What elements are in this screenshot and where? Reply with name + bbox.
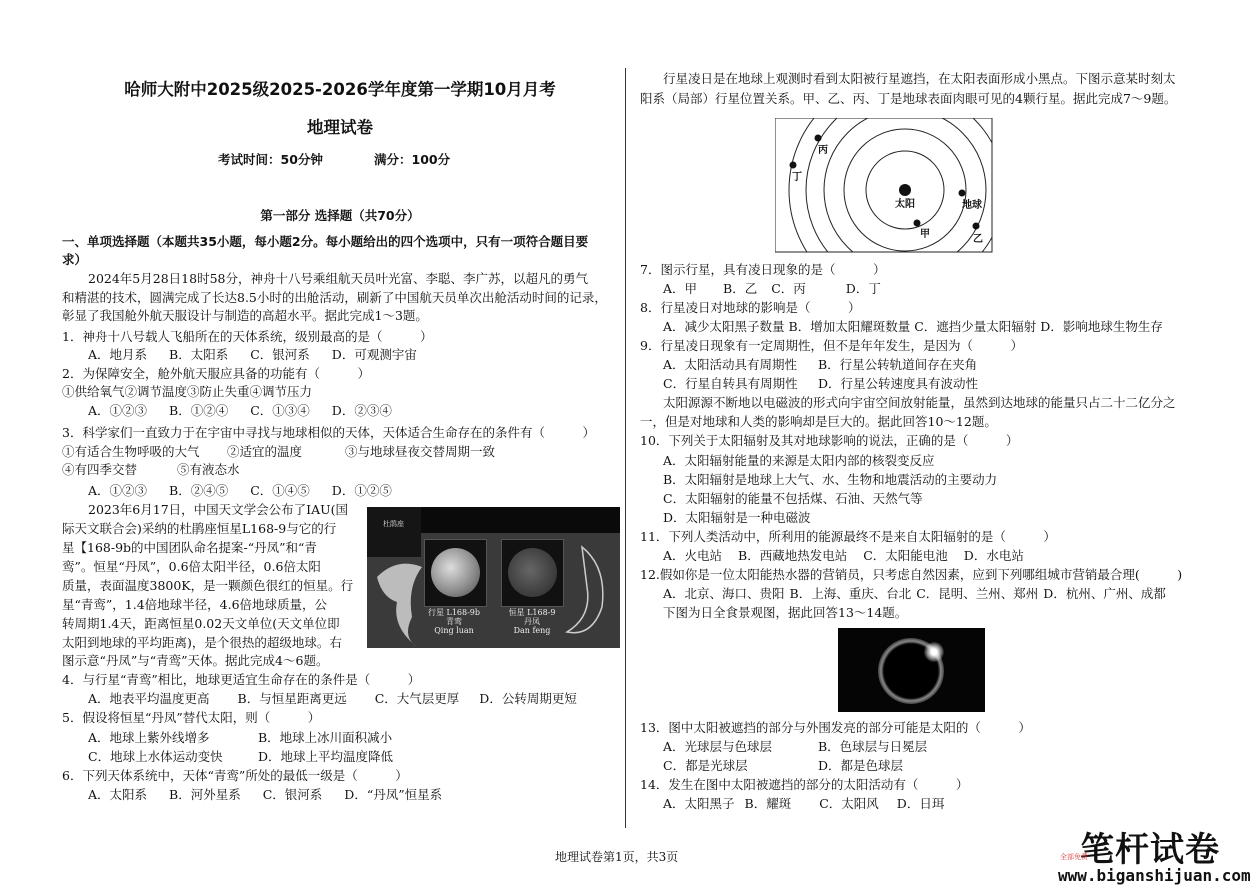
section-instructions: 一、单项选择题（本题共35小题，每小题2分。每小题给出的四个选项中，只有一项符合题目要 [62,234,589,249]
question-4-options [88,690,599,708]
jia-label: 甲 [920,229,930,240]
passage-line: 和精湛的技术，圆满完成了长达8.5小时的出舱活动，刷新了中国航天员单次出舱活动时间的记录， [62,290,607,305]
option[interactable]: C．①④⑤ [250,483,310,498]
question-9-options-row2 [663,375,978,393]
item: ②适宜的温度 [227,444,303,459]
option[interactable]: B．②④⑤ [169,483,229,498]
question-12-options [663,585,1188,603]
passage-line: 质量，表面温度3800K，是一颗颜色很红的恒星。行 [62,578,354,593]
question-2: 2．为保障安全，舱外航天服应具备的功能有（ ） [62,366,370,381]
option[interactable]: B．河外星系 [169,787,241,802]
option[interactable]: D．影响地球生物生存 [1040,319,1163,334]
option[interactable]: A．太阳活动具有周期性 [663,357,798,372]
sun-icon [899,184,911,196]
bing-label: 丙 [818,145,828,156]
option[interactable]: B．太阳系 [169,347,229,362]
option[interactable]: A．光球层与色球层 [663,739,773,754]
option[interactable]: D．丁 [845,281,881,296]
option[interactable]: D．太阳辐射是一种电磁波 [663,510,811,525]
column-divider [625,68,626,828]
passage-line: 行星凌日是在地球上观测时看到太阳被行星遮挡，在太阳表面形成小黑点。下图示意某时刻太 [663,71,1176,86]
option[interactable]: C．遮挡少量太阳辐射 [914,319,1037,334]
planet-ding-icon [790,162,797,169]
option[interactable]: B．与恒星距离更远 [237,691,347,706]
option[interactable]: B．行星公转轨道间存在夹角 [818,357,978,372]
option[interactable]: C．行星自转具有周期性 [663,376,798,391]
option[interactable]: D．“丹凤”恒星系 [344,787,443,802]
question-3-items [62,443,495,461]
option[interactable]: C．①③④ [250,403,310,418]
question-7-options [663,280,903,298]
question-2-options [88,402,414,420]
question-5-options-row1 [88,729,392,747]
passage-line: 图示意“丹凤”与“青鸾”天体。据此完成4～6题。 [62,653,329,668]
planet-bing-icon [815,135,822,142]
page-footer: 地理试卷第1页，共3页 [555,850,679,864]
option[interactable]: D．都是色球层 [818,758,904,773]
option[interactable]: C．昆明、兰州、郑州 [916,586,1039,601]
option[interactable]: B．地球上冰川面积减小 [258,730,393,745]
option[interactable]: C．银河系 [250,347,310,362]
option[interactable]: A．地球上紫外线增多 [88,730,210,745]
planet-jia-icon [914,220,921,227]
question-12: 12.假如你是一位太阳能热水器的营销员，只考虑自然因素，应到下列哪组城市营销最合理( ) [640,567,1183,582]
option[interactable]: C．都是光球层 [663,758,748,773]
question-11: 11．下列人类活动中，所利用的能源最终不是来自太阳辐射的是（ ） [640,529,1056,544]
option[interactable]: C．地球上水体运动变快 [88,749,223,764]
watermark-url[interactable]: www.biganshijuan.com [1058,866,1251,885]
item: ①有适合生物呼吸的大气 [62,444,200,459]
question-1: 1．神舟十八号载人飞船所在的天体系统，级别最高的是（ ） [62,329,433,344]
option[interactable]: B．上海、重庆、台北 [789,586,912,601]
question-10: 10．下列关于太阳辐射及其对地球影响的说法，正确的是（ ） [640,433,1019,448]
question-4: 4．与行星“青鸾”相比，地球更适宜生命存在的条件是（ ） [62,672,421,687]
option[interactable]: B．西藏地热发电站 [738,548,848,563]
option[interactable]: D．公转周期更短 [479,691,577,706]
option[interactable]: A．地表平均温度更高 [88,691,210,706]
passage-line: 鸾”。恒星“丹凤”，0.6倍太阳半径，0.6倍太阳 [62,559,321,574]
earth-icon [959,190,966,197]
question-1-options [88,346,439,364]
option[interactable]: D．日珥 [896,796,945,811]
question-3: 3．科学家们一直致力于在宇宙中寻找与地球相似的天体，天体适合生命存在的条件有（ ） [62,425,595,440]
option[interactable]: D．②③④ [331,403,392,418]
item: ④有四季交替 [62,462,138,477]
passage-line: 下图为日全食景观图，据此回答13～14题。 [663,605,908,620]
option[interactable]: B．太阳辐射是地球上大气、水、生物和地震活动的主要动力 [663,472,998,487]
exam-time: 考试时间：50分钟 [218,152,323,167]
option[interactable]: D．可观测宇宙 [331,347,417,362]
option[interactable]: D．杭州、广州、成都 [1043,586,1166,601]
option[interactable]: D．地球上平均温度降低 [258,749,394,764]
option[interactable]: C．太阳辐射的能量不包括煤、石油、天然气等 [663,491,923,506]
watermark-logo [1060,822,1250,890]
caption-line: 丹凤 [524,617,540,626]
question-3-items-2 [62,461,240,479]
sun-label: 太阳 [895,199,915,210]
earth-label: 地球 [962,200,982,211]
question-11-options [663,547,1046,565]
question-13: 13．图中太阳被遮挡的部分与外围发亮的部分可能是太阳的（ ） [640,720,1031,735]
passage-line: 星【168-9b的中国团队命名提案-“丹凤”和“青 [62,540,317,555]
caption-line: Dan feng [513,626,551,635]
question-5-options-row2 [88,748,393,766]
passage-line: 星“青鸾”，1.4倍地球半径，4.6倍地球质量，公 [62,597,328,612]
question-8-options [663,318,1185,336]
passage-line: 太阳源源不断地以电磁波的形式向宇宙空间放射能量，虽然到达地球的能量只占二十二亿分之 [663,395,1176,410]
option[interactable]: B．色球层与日冕层 [818,739,928,754]
option[interactable]: A．减少太阳黑子数量 [663,319,785,334]
planet-orbit-diagram [775,118,993,253]
option[interactable]: C．银河系 [262,787,323,802]
question-13-options-row1 [663,738,927,756]
planet-yi-icon [973,223,980,230]
item: ③与地球昼夜交替周期一致 [345,444,496,459]
diamond-ring-glow [924,642,944,662]
option[interactable]: A．地月系 [88,347,148,362]
question-9-options-row1 [663,356,977,374]
question-13-options-row2 [663,757,903,775]
question-3-options [88,482,414,500]
passage-line: 太阳到地球的平均距离)，是个很热的超级地球。右 [62,635,342,650]
option[interactable]: C．大气层更厚 [374,691,460,706]
option[interactable]: A．太阳辐射能量的来源是太阳内部的核裂变反应 [663,453,935,468]
exam-subtitle: 地理试卷 [307,118,373,137]
question-6: 6．下列天体系统中，天体“青鸾”所处的最低一级是（ ） [62,768,408,783]
passage-line: 彰显了我国舱外航天服设计与制造的高超水平。据此完成1～3题。 [62,308,428,323]
phoenix-illustration [367,507,620,648]
option[interactable]: C．太阳能电池 [863,548,948,563]
section-title: 第一部分 选择题（共70分） [260,208,420,223]
option[interactable]: A．甲 [663,281,698,296]
question-6-options [88,786,464,804]
option[interactable]: C．丙 [771,281,806,296]
option[interactable]: B．乙 [723,281,758,296]
section-instructions-cont: 求） [62,252,88,267]
watermark-name: 笔杆试卷 [1080,830,1220,870]
exam-title: 哈师大附中2025级2025-2026学年度第一学期10月月考 [124,80,556,99]
option[interactable]: A．北京、海口、贵阳 [663,586,785,601]
item: ⑤有液态水 [177,462,240,477]
option[interactable]: C．太阳风 [819,796,879,811]
question-7: 7．图示行星，具有凌日现象的是（ ） [640,262,886,277]
solar-eclipse-image [838,628,985,712]
option[interactable]: D．行星公转速度具有波动性 [818,376,979,391]
caption-line: 行星 L168-9b [427,608,481,617]
passage-line: 际天文联合会)采纳的杜鹃座恒星L168-9与它的行 [62,521,337,536]
option[interactable]: B．增加太阳耀斑数量 [788,319,911,334]
constellation-label: 杜鹃座 [383,520,404,528]
passage-line: 转周期1.4天，距离恒星0.02天文单位(天文单位即 [62,616,340,631]
question-14-options [663,795,966,813]
passage-line: 一，但是对地球和人类的影响却是巨大的。据此回答10～12题。 [640,414,997,429]
caption-line: Qing luan [434,626,474,635]
exam-score: 满分：100分 [374,152,451,167]
caption-line: 青鸾 [446,617,462,626]
question-9: 9．行星凌日现象有一定周期性，但不是年年发生，是因为（ ） [640,338,1023,353]
option[interactable]: D．①②⑤ [331,483,392,498]
passage-line: 阳系（局部）行星位置关系。甲、乙、丙、丁是地球表面肉眼可见的4颗行星。据此完成7～9题。 [640,91,1177,106]
passage-line: 2024年5月28日18时58分，神舟十八号乘组航天员叶光富、李聪、李广苏，以超凡的勇气 [88,271,588,286]
ding-label: 丁 [792,172,802,183]
option[interactable]: A．太阳黑子 [663,796,735,811]
option[interactable]: A．①②③ [88,403,148,418]
option[interactable]: B．耀斑 [744,796,792,811]
question-5: 5．假设将恒星“丹凤”替代太阳，则（ ） [62,710,321,725]
yi-label: 乙 [973,234,983,245]
passage-line: 2023年6月17日，中国天文学会公布了IAU(国 [88,502,349,517]
option[interactable]: A．太阳系 [88,787,148,802]
star-planet-image [367,507,620,648]
question-14: 14．发生在图中太阳被遮挡的部分的太阳活动有（ ） [640,777,969,792]
option[interactable]: D．水电站 [963,548,1024,563]
question-8: 8．行星凌日对地球的影响是（ ） [640,300,861,315]
question-2-items: ①供给氧气②调节温度③防止失重④调节压力 [62,384,313,399]
option[interactable]: A．①②③ [88,483,148,498]
caption-line: 恒星 L168-9 [508,608,556,617]
watermark-tag: 全部免费 [1060,853,1088,861]
option[interactable]: B．①②④ [169,403,229,418]
option[interactable]: A．火电站 [663,548,723,563]
